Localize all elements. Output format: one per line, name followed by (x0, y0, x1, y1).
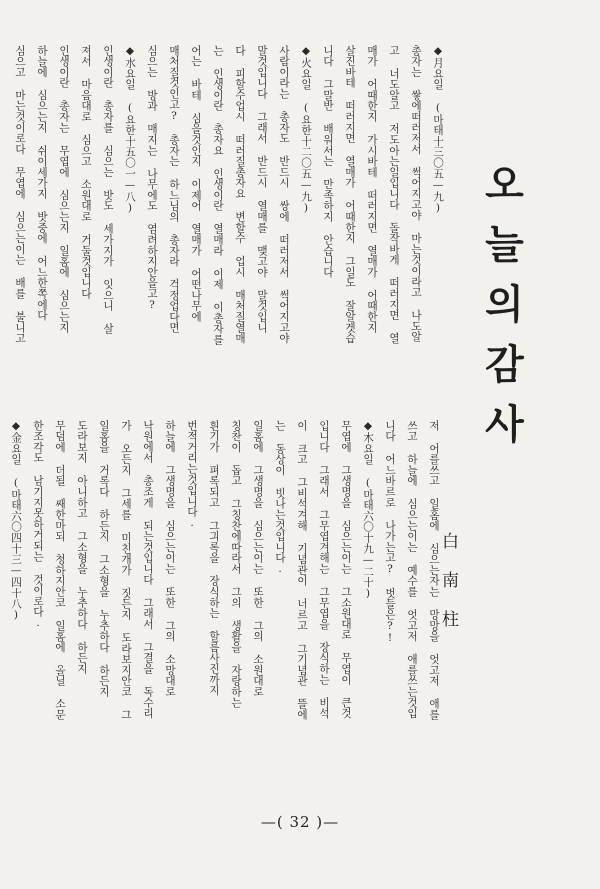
text-column: 하늘에 그생명을 심으는이는 또한 그의 소망대로 (164, 420, 176, 697)
text-column: 심으고 마는것이로다 무엽에 심으는이는 배를 불니고 (14, 45, 26, 344)
text-column: ◆木요일 (마태六〇十九—二十) (362, 420, 374, 600)
text-column: 무엽에 그생명을 심으는이는 그소원대로 무엽이 큰것 (340, 420, 352, 719)
author-name: 白南柱 (438, 532, 458, 649)
text-column: ◆金요일 (마태六〇四十三—四十八) (10, 420, 22, 622)
page-title: 오늘의감사 (478, 163, 524, 463)
text-column: 쓰고 하늘에 심으는이는 예수를 엇고저 애를쓰는것입 (406, 420, 418, 719)
text-column: 져서 마음대로 심으고 소원대로 거둘것입니다 (80, 45, 92, 299)
text-column: 도라보지 아니하고 그소형을 누추하다 하든지 (76, 420, 88, 674)
text-column: 인생이란 총자를 심으는 밧도 세가지가 잇으니 살 (102, 45, 114, 335)
text-column: 일홈에 그생명을 심으는이는 또한 그의 소원대로 (252, 420, 264, 697)
text-column: 인생이란 총자는 무엽에 심으는지 일홈에 심으는지 (58, 45, 70, 333)
text-column: 고 너도알고 저도아는일입니다 돌작바게 떠러지면 열 (388, 45, 400, 344)
text-column: 말것입니다 그래서 반드시 열매를 맺고야 말것입니 (256, 45, 268, 333)
text-column: 사람이라는 총자도 반드시 쌍에 떠러저서 썩어지고야 (278, 45, 290, 344)
text-column: ◆月요일 (마태十三〇五—九) (432, 45, 444, 214)
text-column: 저 어를쓰고 일홈에 심으는자는 망망을 엇고저 애를 (428, 420, 440, 720)
text-column: 어는 바테 심을것인지 이제어 열매가 어떤나무에 (190, 45, 202, 322)
text-column: 가 오든지 그세를 미친개가 짓든지 도라보지안코 그 (120, 420, 132, 720)
text-column: 는 인생이란 총자요 인생이란 열매라 이제 이총자를 (212, 45, 224, 345)
text-column: ◆水요일 (요한十五〇一—八) (124, 45, 136, 214)
text-column: 다 피할수업시 떠러질총자요 변할수 업시 매처질열매 (234, 45, 246, 344)
text-column: 니다 그말반 배워서는 만족하지 안습니다 (322, 45, 334, 278)
text-column: 번적거리는것입니다. (186, 420, 198, 530)
text-column: 매처질것인고? 총자는 하느님의 총자라 걱정업다면 (168, 45, 180, 333)
text-column: 하늘에 심으는지 쉬이세가지 밧중에 어느한쪽에다 (36, 45, 48, 321)
text-column: 흰기가 펴록되고 그긔록을 장식하는 할름사진까지 (208, 420, 220, 696)
text-column: 한조각도 남기지못하거되는 것이로다. (32, 420, 44, 630)
text-column: 무덤에 더될 쌔한마되 청하지안코 일홈에 올닐 소문 (54, 420, 66, 720)
page-number: —( 32 )— (260, 813, 340, 831)
text-column: 매가 어때한지 가시바테 떠러지면 열매가 어때한지 (366, 45, 378, 333)
text-column: 심으는 방과 매지는 나무에도 염려하지안을고? (146, 45, 158, 312)
text-column: 살진바테 떠러지면 열매가 어때한지 그일도 잘알겟습 (344, 45, 356, 344)
text-column: 는 동상이 빗나는것입니다. (274, 420, 286, 576)
text-column: ◆火요일 (요한十二〇五—九) (300, 45, 312, 214)
text-column: 일홈을 거록다 하든지 그소형을 누추하다 하든지 (98, 420, 110, 697)
text-column: 이 크고 그비석겨해 기념관이 너르고 그기념관 뜰에 (296, 420, 308, 720)
text-column: 입니다 그래서 그무엽겨해는 그무엽을 장식하는 비석 (318, 420, 330, 719)
text-column: 낙원에서 총조게 되는것입니다 그래서 그결을 독수리 (142, 420, 154, 719)
text-column: 총자는 쌓에떠러저서 썩어지고야 마는것이라고 나도알 (410, 45, 422, 343)
text-column: 칭찬이 돕고 그칭찬에따라서 그의 생활을 자랑하는 (230, 420, 242, 708)
text-column: 니다 어느바르로 나가는고? 벗들은?! (384, 420, 396, 645)
